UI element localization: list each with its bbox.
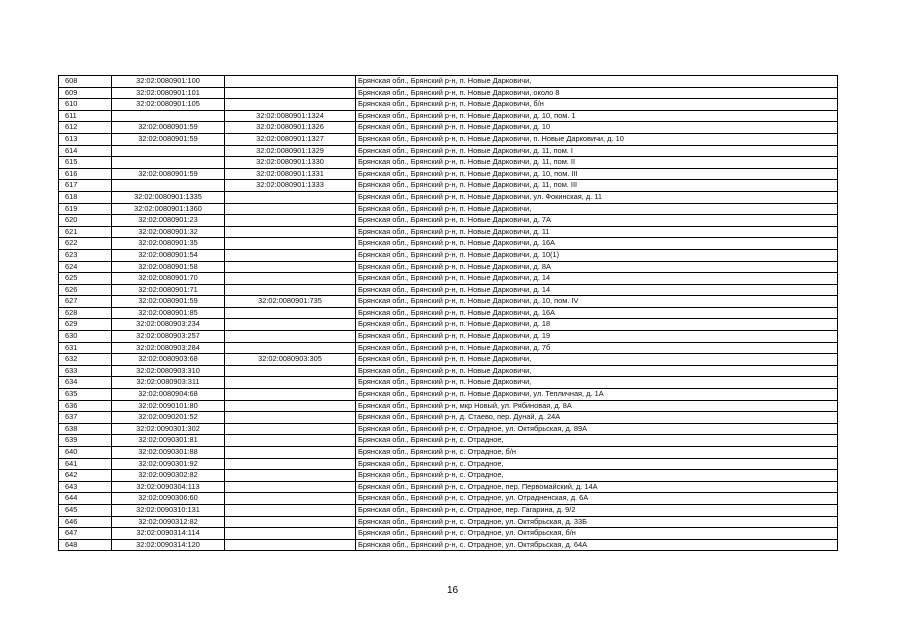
row-number-cell: 611: [59, 110, 112, 122]
land-cadastral-number-cell: 32:02:0080901:35: [112, 238, 225, 250]
building-cadastral-number-cell: [225, 389, 356, 401]
row-number-cell: 630: [59, 331, 112, 343]
land-cadastral-number-cell: 32:02:0080901:54: [112, 249, 225, 261]
page-number: 16: [446, 585, 459, 596]
land-cadastral-number-cell: 32:02:0080901:32: [112, 226, 225, 238]
building-cadastral-number-cell: [225, 226, 356, 238]
address-cell: Брянская обл., Брянский р-н, п. Новые Дарковичи, д. 10, пом. III: [356, 168, 838, 180]
land-cadastral-number-cell: 32:02:0090302:82: [112, 470, 225, 482]
table-row: [59, 145, 838, 157]
row-number-cell: 612: [59, 122, 112, 134]
address-cell: Брянская обл., Брянский р-н, с. Отрадное,: [356, 470, 838, 482]
table-row: [59, 470, 838, 482]
building-cadastral-number-cell: [225, 493, 356, 505]
address-cell: Брянская обл., Брянский р-н, с. Отрадное, ул. Октябрьская, д. 33Б: [356, 516, 838, 528]
building-cadastral-number-cell: [225, 99, 356, 111]
address-cell: Брянская обл., Брянский р-н, п. Новые Дарковичи, д. 10: [356, 122, 838, 134]
table-row: [59, 389, 838, 401]
table-row: [59, 99, 838, 111]
land-cadastral-number-cell: 32:02:0080901:59: [112, 296, 225, 308]
row-number-cell: 627: [59, 296, 112, 308]
land-cadastral-number-cell: 32:02:0090101:80: [112, 400, 225, 412]
building-cadastral-number-cell: [225, 447, 356, 459]
address-cell: Брянская обл., Брянский р-н, с. Отрадное, ул. Октябрьская, б/н: [356, 528, 838, 540]
table-row: [59, 215, 838, 227]
table-row: [59, 238, 838, 250]
table-row: [59, 307, 838, 319]
table-row: [59, 284, 838, 296]
table-row: [59, 435, 838, 447]
address-cell: Брянская обл., Брянский р-н, с. Отрадное, ул. Октябрьская, д. 64А: [356, 539, 838, 551]
row-number-cell: 609: [59, 87, 112, 99]
row-number-cell: 629: [59, 319, 112, 331]
land-cadastral-number-cell: 32:02:0080903:310: [112, 365, 225, 377]
land-cadastral-number-cell: 32:02:0080903:284: [112, 342, 225, 354]
address-cell: Брянская обл., Брянский р-н, п. Новые Дарковичи, п. Новые Дарковичи, д. 10: [356, 133, 838, 145]
row-number-cell: 641: [59, 458, 112, 470]
address-cell: Брянская обл., Брянский р-н, п. Новые Дарковичи, д. 16А: [356, 238, 838, 250]
table-row: [59, 296, 838, 308]
row-number-cell: 620: [59, 215, 112, 227]
building-cadastral-number-cell: 32:02:0080901:1331: [225, 168, 356, 180]
building-cadastral-number-cell: [225, 435, 356, 447]
building-cadastral-number-cell: [225, 342, 356, 354]
land-cadastral-number-cell: [112, 157, 225, 169]
row-number-cell: 610: [59, 99, 112, 111]
land-cadastral-number-cell: 32:02:0090314:120: [112, 539, 225, 551]
row-number-cell: 628: [59, 307, 112, 319]
address-cell: Брянская обл., Брянский р-н, п. Новые Дарковичи, д. 18: [356, 319, 838, 331]
table-row: [59, 528, 838, 540]
row-number-cell: 608: [59, 76, 112, 88]
row-number-cell: 646: [59, 516, 112, 528]
table-row: [59, 168, 838, 180]
land-cadastral-number-cell: [112, 180, 225, 192]
row-number-cell: 639: [59, 435, 112, 447]
building-cadastral-number-cell: [225, 76, 356, 88]
land-cadastral-number-cell: 32:02:0080901:1360: [112, 203, 225, 215]
building-cadastral-number-cell: 32:02:0080901:1333: [225, 180, 356, 192]
address-cell: Брянская обл., Брянский р-н, п. Новые Дарковичи, д. 7А: [356, 215, 838, 227]
building-cadastral-number-cell: [225, 238, 356, 250]
land-cadastral-number-cell: 32:02:0090310:131: [112, 504, 225, 516]
address-cell: Брянская обл., Брянский р-н, п. Новые Дарковичи, д. 10(1): [356, 249, 838, 261]
building-cadastral-number-cell: 32:02:0080901:1327: [225, 133, 356, 145]
address-cell: Брянская обл., Брянский р-н, д. Стаево, пер. Дунай, д. 24А: [356, 412, 838, 424]
address-cell: Брянская обл., Брянский р-н, с. Отрадное, ул. Октябрьская, д. 89А: [356, 423, 838, 435]
table-row: [59, 273, 838, 285]
row-number-cell: 624: [59, 261, 112, 273]
table-row: [59, 76, 838, 88]
land-cadastral-number-cell: 32:02:0080901:1335: [112, 191, 225, 203]
building-cadastral-number-cell: [225, 365, 356, 377]
building-cadastral-number-cell: [225, 331, 356, 343]
land-cadastral-number-cell: 32:02:0080901:23: [112, 215, 225, 227]
address-cell: Брянская обл., Брянский р-н, п. Новые Дарковичи, д. 14: [356, 273, 838, 285]
land-cadastral-number-cell: 32:02:0080903:234: [112, 319, 225, 331]
table-row: [59, 377, 838, 389]
land-cadastral-number-cell: 32:02:0080901:100: [112, 76, 225, 88]
row-number-cell: 616: [59, 168, 112, 180]
table-row: [59, 110, 838, 122]
table-row: [59, 180, 838, 192]
address-cell: Брянская обл., Брянский р-н, п. Новые Дарковичи, д. 11, пом. III: [356, 180, 838, 192]
table-row: [59, 342, 838, 354]
row-number-cell: 635: [59, 389, 112, 401]
row-number-cell: 632: [59, 354, 112, 366]
land-cadastral-number-cell: 32:02:0080901:85: [112, 307, 225, 319]
building-cadastral-number-cell: 32:02:0080901:735: [225, 296, 356, 308]
row-number-cell: 638: [59, 423, 112, 435]
address-cell: Брянская обл., Брянский р-н, с. Отрадное,: [356, 458, 838, 470]
building-cadastral-number-cell: 32:02:0080903:305: [225, 354, 356, 366]
table-row: [59, 203, 838, 215]
building-cadastral-number-cell: [225, 516, 356, 528]
row-number-cell: 615: [59, 157, 112, 169]
building-cadastral-number-cell: [225, 481, 356, 493]
table-row: [59, 87, 838, 99]
row-number-cell: 636: [59, 400, 112, 412]
address-cell: Брянская обл., Брянский р-н, п. Новые Дарковичи, д. 14: [356, 284, 838, 296]
address-cell: Брянская обл., Брянский р-н, п. Новые Дарковичи, около 8: [356, 87, 838, 99]
row-number-cell: 642: [59, 470, 112, 482]
row-number-cell: 637: [59, 412, 112, 424]
land-cadastral-number-cell: 32:02:0090201:52: [112, 412, 225, 424]
building-cadastral-number-cell: [225, 249, 356, 261]
building-cadastral-number-cell: [225, 215, 356, 227]
address-cell: Брянская обл., Брянский р-н, п. Новые Дарковичи, д. 11: [356, 226, 838, 238]
table-row: [59, 539, 838, 551]
building-cadastral-number-cell: [225, 307, 356, 319]
land-cadastral-number-cell: 32:02:0090314:114: [112, 528, 225, 540]
table-row: [59, 261, 838, 273]
land-cadastral-number-cell: 32:02:0090301:88: [112, 447, 225, 459]
land-cadastral-number-cell: 32:02:0080901:59: [112, 168, 225, 180]
table-row: [59, 354, 838, 366]
row-number-cell: 640: [59, 447, 112, 459]
row-number-cell: 617: [59, 180, 112, 192]
row-number-cell: 623: [59, 249, 112, 261]
table-row: [59, 319, 838, 331]
building-cadastral-number-cell: 32:02:0080901:1324: [225, 110, 356, 122]
address-cell: Брянская обл., Брянский р-н, с. Отрадное, пер. Первомайский, д. 14А: [356, 481, 838, 493]
row-number-cell: 618: [59, 191, 112, 203]
land-cadastral-number-cell: [112, 110, 225, 122]
table-row: [59, 458, 838, 470]
land-cadastral-number-cell: 32:02:0090301:92: [112, 458, 225, 470]
land-cadastral-number-cell: 32:02:0080904:68: [112, 389, 225, 401]
table-row: [59, 157, 838, 169]
row-number-cell: 621: [59, 226, 112, 238]
table-row: [59, 400, 838, 412]
address-cell: Брянская обл., Брянский р-н, с. Отрадное, б/н: [356, 447, 838, 459]
table-row: [59, 191, 838, 203]
land-cadastral-number-cell: [112, 145, 225, 157]
address-cell: Брянская обл., Брянский р-н, мкр Новый, ул. Рябиновая, д. 8А: [356, 400, 838, 412]
building-cadastral-number-cell: 32:02:0080901:1329: [225, 145, 356, 157]
address-cell: Брянская обл., Брянский р-н, п. Новые Дарковичи, д. 10, пом. 1: [356, 110, 838, 122]
row-number-cell: 643: [59, 481, 112, 493]
table-row: [59, 412, 838, 424]
row-number-cell: 647: [59, 528, 112, 540]
row-number-cell: 626: [59, 284, 112, 296]
table-row: [59, 423, 838, 435]
address-cell: Брянская обл., Брянский р-н, п. Новые Дарковичи, д. 11, пом. I: [356, 145, 838, 157]
building-cadastral-number-cell: [225, 191, 356, 203]
address-cell: Брянская обл., Брянский р-н, п. Новые Дарковичи,: [356, 377, 838, 389]
address-cell: Брянская обл., Брянский р-н, п. Новые Дарковичи,: [356, 76, 838, 88]
table-row: [59, 133, 838, 145]
land-cadastral-number-cell: 32:02:0080901:70: [112, 273, 225, 285]
land-cadastral-number-cell: 32:02:0080903:311: [112, 377, 225, 389]
table-row: [59, 122, 838, 134]
row-number-cell: 619: [59, 203, 112, 215]
address-cell: Брянская обл., Брянский р-н, с. Отрадное, ул. Отрадненская, д. 6А: [356, 493, 838, 505]
row-number-cell: 644: [59, 493, 112, 505]
building-cadastral-number-cell: 32:02:0080901:1326: [225, 122, 356, 134]
address-cell: Брянская обл., Брянский р-н, п. Новые Дарковичи, д. 8А: [356, 261, 838, 273]
address-cell: Брянская обл., Брянский р-н, п. Новые Дарковичи, д. 7б: [356, 342, 838, 354]
row-number-cell: 645: [59, 504, 112, 516]
land-cadastral-number-cell: 32:02:0090312:82: [112, 516, 225, 528]
row-number-cell: 622: [59, 238, 112, 250]
land-cadastral-number-cell: 32:02:0080901:59: [112, 133, 225, 145]
table-row: [59, 331, 838, 343]
building-cadastral-number-cell: 32:02:0080901:1330: [225, 157, 356, 169]
building-cadastral-number-cell: [225, 423, 356, 435]
row-number-cell: 614: [59, 145, 112, 157]
address-cell: Брянская обл., Брянский р-н, п. Новые Дарковичи, д. 16А: [356, 307, 838, 319]
land-cadastral-number-cell: 32:02:0080901:58: [112, 261, 225, 273]
row-number-cell: 625: [59, 273, 112, 285]
land-cadastral-number-cell: 32:02:0090301:81: [112, 435, 225, 447]
address-cell: Брянская обл., Брянский р-н, п. Новые Дарковичи, д. 10, пом. IV: [356, 296, 838, 308]
registry-table-body: [59, 76, 838, 551]
address-cell: Брянская обл., Брянский р-н, п. Новые Дарковичи, д. 11, пом. II: [356, 157, 838, 169]
address-cell: Брянская обл., Брянский р-н, п. Новые Дарковичи, ул. Тепличная, д. 1А: [356, 389, 838, 401]
land-cadastral-number-cell: 32:02:0080903:257: [112, 331, 225, 343]
building-cadastral-number-cell: [225, 319, 356, 331]
building-cadastral-number-cell: [225, 203, 356, 215]
building-cadastral-number-cell: [225, 528, 356, 540]
land-cadastral-number-cell: 32:02:0080901:101: [112, 87, 225, 99]
building-cadastral-number-cell: [225, 284, 356, 296]
address-cell: Брянская обл., Брянский р-н, п. Новые Дарковичи,: [356, 365, 838, 377]
table-row: [59, 493, 838, 505]
table-row: [59, 365, 838, 377]
land-cadastral-number-cell: 32:02:0080901:105: [112, 99, 225, 111]
building-cadastral-number-cell: [225, 377, 356, 389]
address-cell: Брянская обл., Брянский р-н, п. Новые Дарковичи, д. 19: [356, 331, 838, 343]
address-cell: Брянская обл., Брянский р-н, п. Новые Дарковичи, ул. Фокинская, д. 11: [356, 191, 838, 203]
table-row: [59, 226, 838, 238]
address-cell: Брянская обл., Брянский р-н, п. Новые Дарковичи,: [356, 354, 838, 366]
table-row: [59, 481, 838, 493]
table-row: [59, 504, 838, 516]
registry-table: [58, 75, 838, 551]
land-cadastral-number-cell: 32:02:0080901:71: [112, 284, 225, 296]
row-number-cell: 613: [59, 133, 112, 145]
row-number-cell: 648: [59, 539, 112, 551]
building-cadastral-number-cell: [225, 87, 356, 99]
land-cadastral-number-cell: 32:02:0090304:113: [112, 481, 225, 493]
address-cell: Брянская обл., Брянский р-н, п. Новые Дарковичи, б/н: [356, 99, 838, 111]
row-number-cell: 631: [59, 342, 112, 354]
building-cadastral-number-cell: [225, 470, 356, 482]
row-number-cell: 634: [59, 377, 112, 389]
land-cadastral-number-cell: 32:02:0080901:59: [112, 122, 225, 134]
land-cadastral-number-cell: 32:02:0090301:302: [112, 423, 225, 435]
building-cadastral-number-cell: [225, 261, 356, 273]
table-row: [59, 249, 838, 261]
address-cell: Брянская обл., Брянский р-н, с. Отрадное,: [356, 435, 838, 447]
address-cell: Брянская обл., Брянский р-н, с. Отрадное, пер. Гагарина, д. 9/2: [356, 504, 838, 516]
building-cadastral-number-cell: [225, 458, 356, 470]
table-row: [59, 516, 838, 528]
building-cadastral-number-cell: [225, 273, 356, 285]
building-cadastral-number-cell: [225, 412, 356, 424]
land-cadastral-number-cell: 32:02:0080903:68: [112, 354, 225, 366]
building-cadastral-number-cell: [225, 504, 356, 516]
building-cadastral-number-cell: [225, 400, 356, 412]
row-number-cell: 633: [59, 365, 112, 377]
land-cadastral-number-cell: 32:02:0090306:60: [112, 493, 225, 505]
table-row: [59, 447, 838, 459]
building-cadastral-number-cell: [225, 539, 356, 551]
address-cell: Брянская обл., Брянский р-н, п. Новые Дарковичи,: [356, 203, 838, 215]
